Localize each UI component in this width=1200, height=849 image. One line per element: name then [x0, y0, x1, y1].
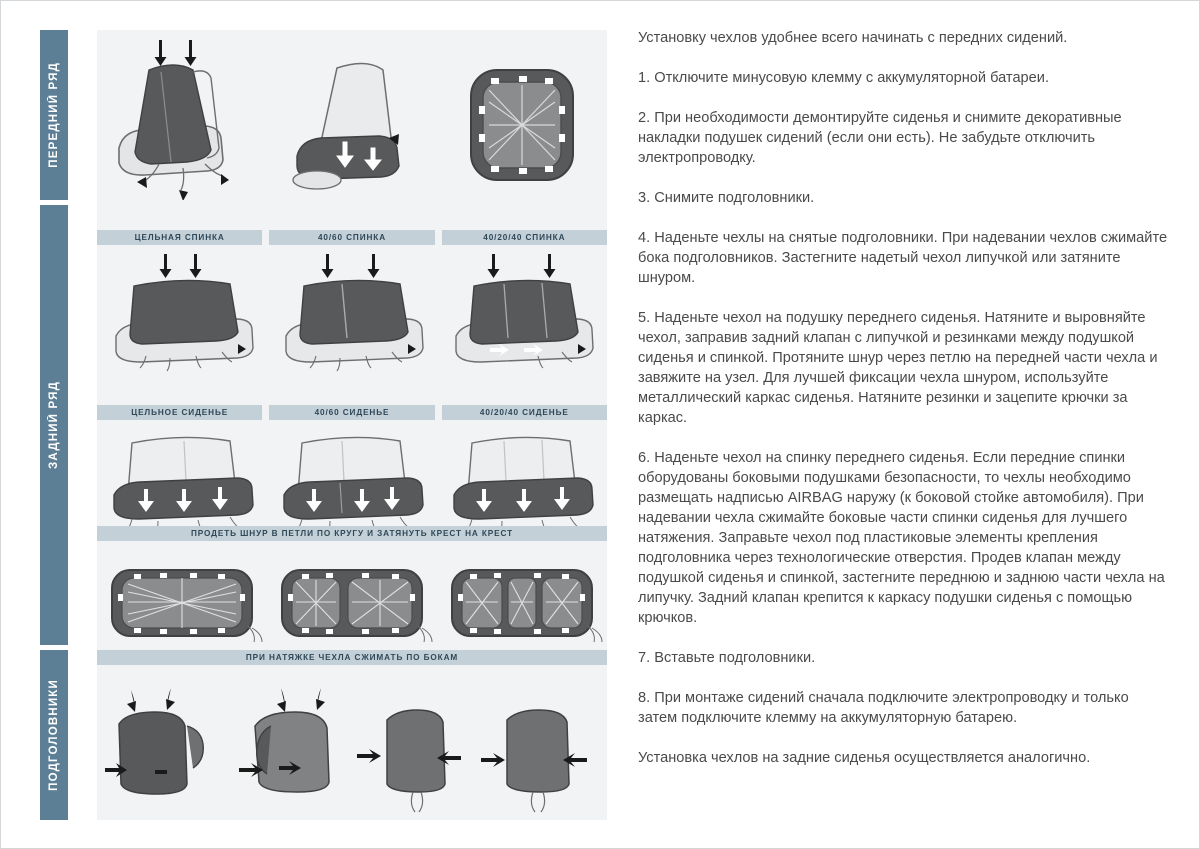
illustration-headrest-4	[481, 676, 609, 820]
caption-seat-4060: 40/60 СИДЕНЬЕ	[269, 405, 434, 420]
rear-backrest-illustrations	[97, 252, 607, 402]
instruction-step-4: 4. Наденьте чехлы на снятые подголовники. При надевании чехлов сжимайте бока подголовников. Застегните надетый чехол липучкой или затяните шнуром.	[638, 230, 1168, 286]
illustration-headrest-1	[97, 676, 225, 820]
caption-backrest-solid: ЦЕЛЬНАЯ СПИНКА	[97, 230, 262, 245]
sidebar-item-front-row[interactable]	[40, 30, 68, 200]
illustration-headrest-2	[225, 676, 353, 820]
sidebar-item-label: ПОДГОЛОВНИКИ	[48, 679, 60, 791]
instructions-column	[630, 0, 1200, 849]
illustration-rear-backrest-4060	[267, 252, 437, 402]
rear-backrest-4060-graphic	[268, 252, 436, 402]
front-underside-graphic	[437, 30, 607, 200]
illustration-headrest-3	[353, 676, 481, 820]
sidebar-item-label: ПЕРЕДНИЙ РЯД	[48, 62, 60, 168]
instruction-step-7: 7. Вставьте подголовники.	[638, 650, 816, 666]
headrest-graphic-3	[353, 676, 481, 820]
rear-backrest-402040-graphic	[438, 252, 606, 402]
diagram-panel	[97, 30, 607, 820]
caption-headrest-wrap	[97, 650, 607, 665]
instruction-step-6: 6. Наденьте чехол на спинку переднего сиденья. Если передние спинки оборудованы боковыми подушками безопасности, то чехлы необходимо размещать надписью AIRBAG наружу (к боковой стойке автомобиля). При надевании чехла сжимайте боковые части спинки сиденья для лучшего натяжения. Заправьте чехол под пластиковые элементы крепления подголовника через технологические отверстия. Продев клапан между подушкой сиденья и спинкой, застегните переднюю и заднюю части чехла на липучку. Задний клапан крепится к каркасу подушки сиденья с помощью крючков.	[638, 450, 1165, 626]
caption-backrest-4060: 40/60 СПИНКА	[269, 230, 434, 245]
caption-backrest-402040: 40/20/40 СПИНКА	[442, 230, 607, 245]
illustration-rear-backrest-402040	[437, 252, 607, 402]
cord-402040-graphic	[438, 550, 606, 655]
cord-4060-graphic	[268, 550, 436, 655]
instruction-step-3: 3. Снимите подголовники.	[638, 190, 815, 206]
instruction-step-5: 5. Наденьте чехол на подушку переднего сиденья. Натяните и выровняйте чехол, заправив задний клапан с липучкой и резинками между подушкой сиденья и спинкой. Протяните шнур через петлю на передней части чехла и завяжите на узел. Для лучшей фиксации чехла шнуром, используйте металлический каркас сиденья. Натяните резинки и зацепите крючки за каркас.	[638, 310, 1158, 426]
illustration-rear-backrest-solid	[97, 252, 267, 402]
instruction-step-8: 8. При монтаже сидений сначала подключите электропроводку и только затем подключите клемму на аккумуляторную батарею.	[638, 690, 1129, 726]
caption-cord-wrap	[97, 526, 607, 541]
captions-seat	[97, 405, 607, 420]
instruction-step-1: 1. Отключите минусовую клемму с аккумуляторной батареи.	[638, 70, 1049, 86]
headrest-illustrations	[97, 676, 607, 820]
headrest-graphic-1	[97, 676, 225, 820]
sidebar-item-headrests[interactable]	[40, 650, 68, 820]
instruction-step-2: 2. При необходимости демонтируйте сиденья и снимите декоративные накладки подушек сидений (если они есть). Не забудьте отключить электропроводку.	[638, 110, 1122, 166]
illustration-cord-402040	[437, 550, 607, 655]
illustration-cord-solid	[97, 550, 267, 655]
caption-headrest: ПРИ НАТЯЖКЕ ЧЕХЛА СЖИМАТЬ ПО БОКАМ	[97, 650, 607, 665]
rear-backrest-solid-graphic	[98, 252, 266, 402]
front-cushion-graphic	[267, 30, 437, 200]
illustration-front-underside	[437, 30, 607, 200]
cord-solid-graphic	[98, 550, 266, 655]
caption-seat-402040: 40/20/40 СИДЕНЬЕ	[442, 405, 607, 420]
sidebar-item-label: ЗАДНИЙ РЯД	[48, 380, 60, 469]
caption-seat-solid: ЦЕЛЬНОЕ СИДЕНЬЕ	[97, 405, 262, 420]
instructions-outro: Установка чехлов на задние сиденья осуществляется аналогично.	[638, 750, 1091, 766]
sidebar-item-rear-row[interactable]	[40, 205, 68, 645]
headrest-graphic-4	[481, 676, 609, 820]
section-tabs	[40, 30, 68, 820]
headrest-graphic-2	[225, 676, 353, 820]
illustration-front-cushion	[267, 30, 437, 200]
illustration-cord-4060	[267, 550, 437, 655]
captions-backrest	[97, 230, 607, 245]
front-row-illustrations	[97, 30, 607, 200]
cord-illustrations	[97, 550, 607, 655]
front-backrest-graphic	[97, 30, 267, 200]
illustration-front-backrest	[97, 30, 267, 200]
caption-cord: ПРОДЕТЬ ШНУР В ПЕТЛИ ПО КРУГУ И ЗАТЯНУТЬ КРЕСТ НА КРЕСТ	[97, 526, 607, 541]
instructions-intro: Установку чехлов удобнее всего начинать с передних сидений.	[638, 30, 1068, 46]
